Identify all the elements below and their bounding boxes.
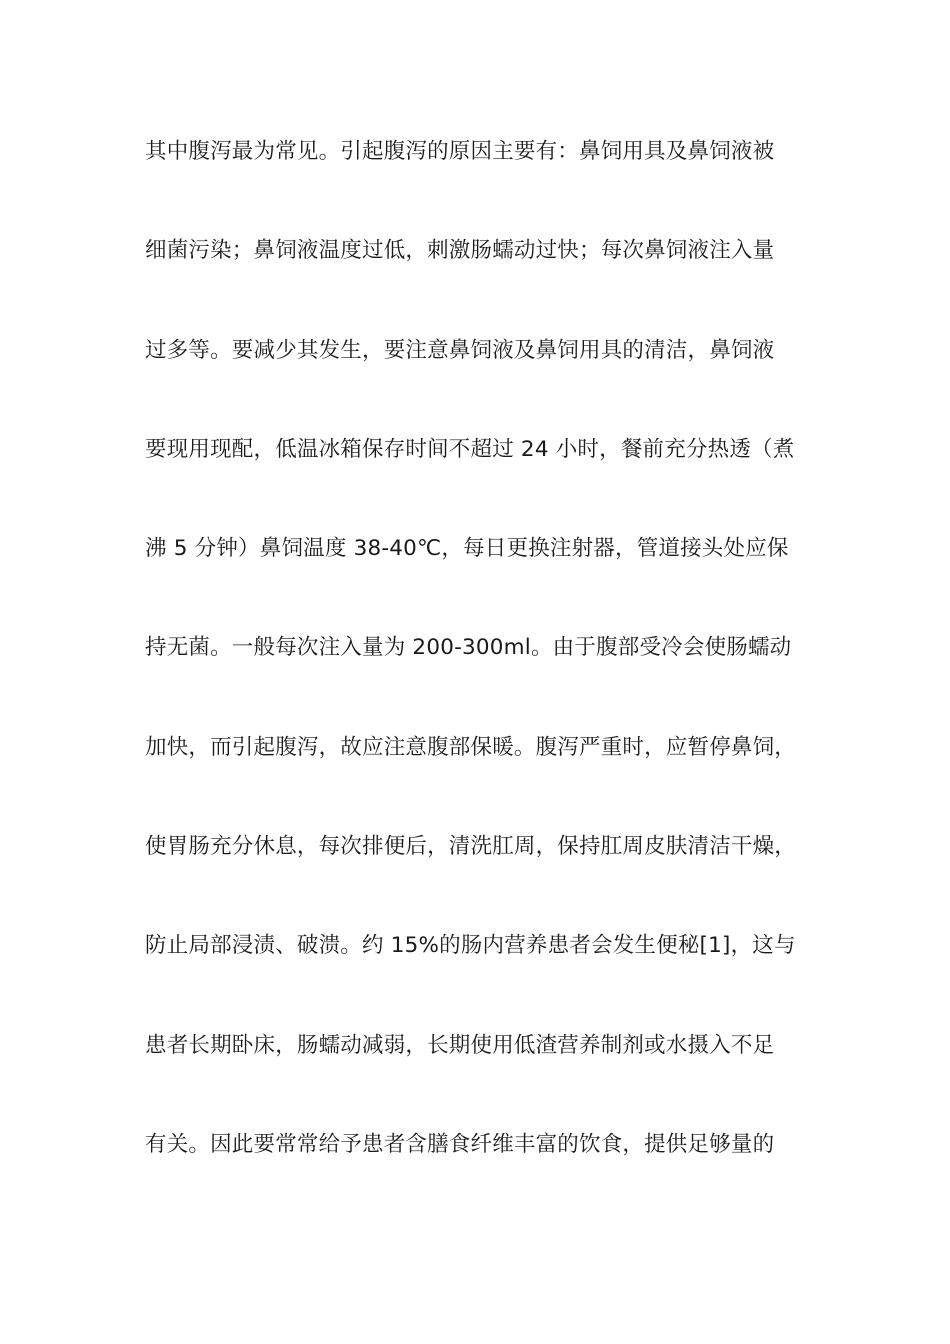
text-line: 要现用现配，低温冰箱保存时间不超过 24 小时，餐前充分热透（煮	[145, 436, 795, 462]
body-paragraph	[145, 132, 825, 1224]
text-line: 使胃肠充分休息，每次排便后，清洗肛周，保持肛周皮肤清洁干燥，	[145, 834, 797, 860]
text-line: 过多等。要减少其发生，要注意鼻饲液及鼻饲用具的清洁，鼻饲液	[145, 337, 775, 363]
text-line: 持无菌。一般每次注入量为 200-300ml。由于腹部受冷会使肠蠕动	[145, 635, 792, 661]
text-line: 细菌污染；鼻饲液温度过低，刺激肠蠕动过快；每次鼻饲液注入量	[145, 238, 775, 264]
text-line: 其中腹泻最为常见。引起腹泻的原因主要有：鼻饲用具及鼻饲液被	[145, 139, 775, 164]
text-line: 防止局部浸渍、破溃。约 15%的肠内营养患者会发生便秘[1]，这与	[145, 933, 796, 959]
text-line: 加快，而引起腹泻，故应注意腹部保暖。腹泻严重时，应暂停鼻饲，	[145, 734, 797, 760]
text-line: 患者长期卧床，肠蠕动减弱，长期使用低渣营养制剂或水摄入不足	[145, 1032, 775, 1058]
text-line: 有关。因此要常常给予患者含膳食纤维丰富的饮食，提供足够量的	[145, 1131, 775, 1157]
text-line: 沸 5 分钟）鼻饲温度 38-40℃，每日更换注射器，管道接头处应保	[145, 536, 789, 562]
